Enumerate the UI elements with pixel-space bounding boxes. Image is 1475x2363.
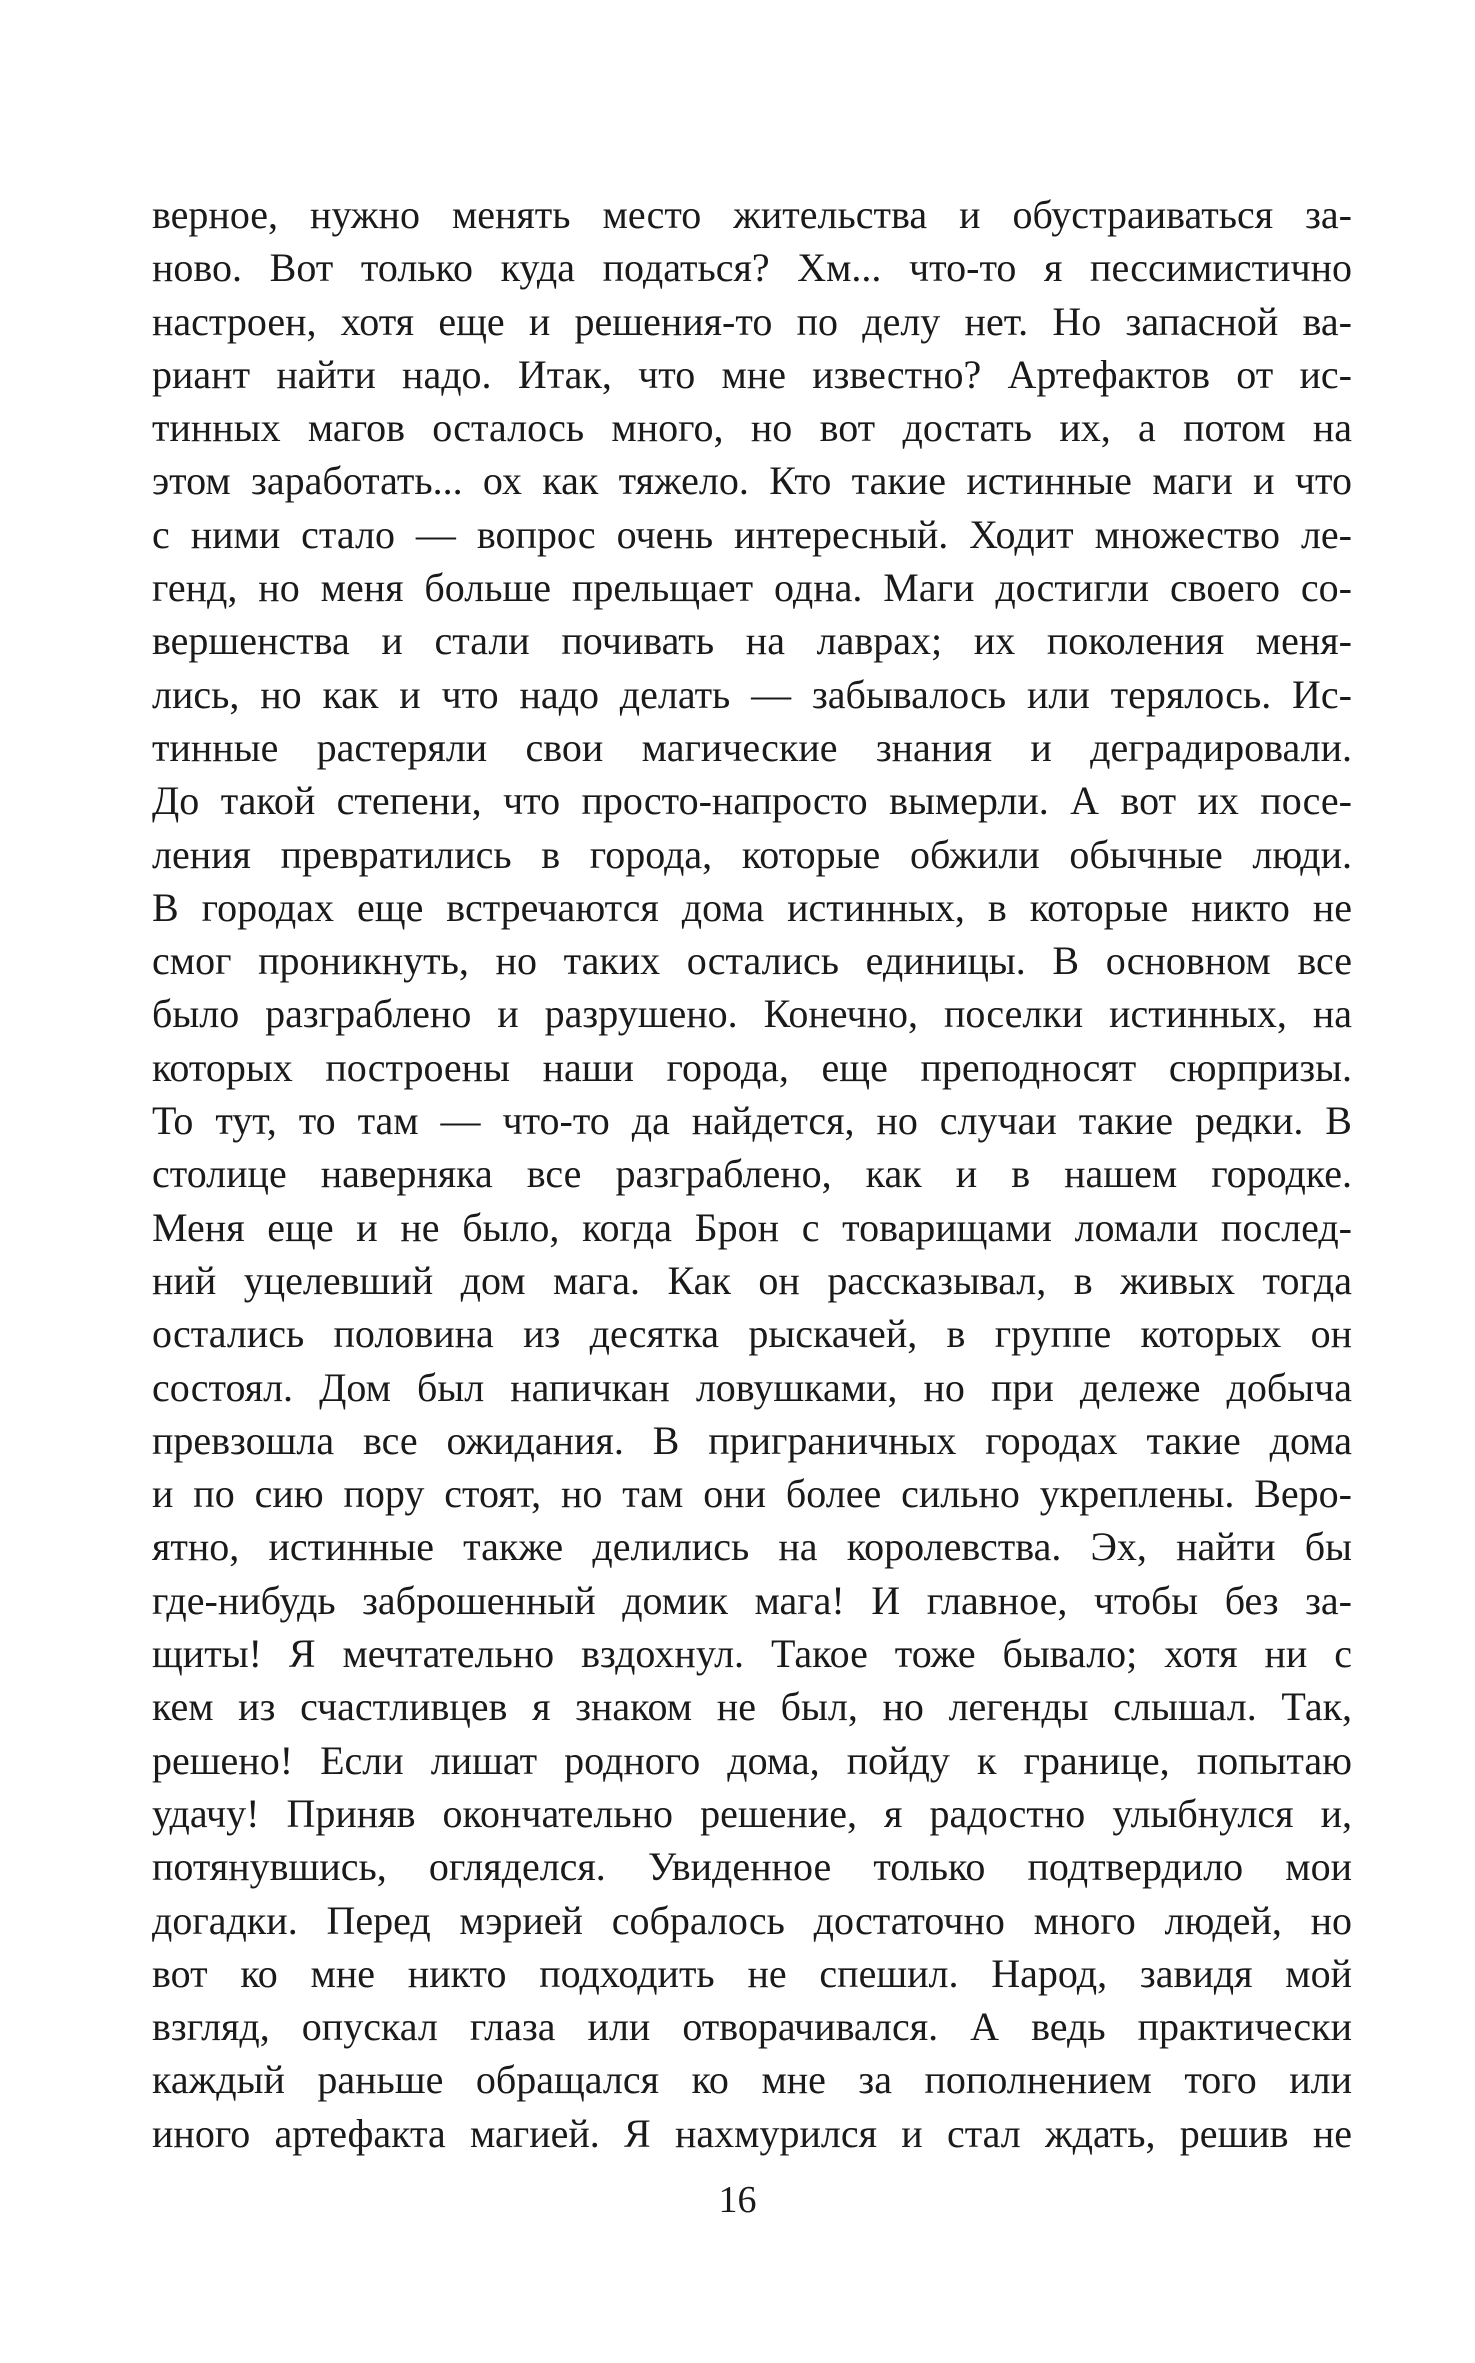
text-line: этом заработать... ох как тяжело. Кто такие истинные маги и что (152, 458, 1352, 504)
text-line: удачу! Приняв окончательно решение, я радостно улыбнулся и, (152, 1790, 1352, 1836)
text-line: Меня еще и не было, когда Брон с товарищами ломали послед- (152, 1204, 1352, 1250)
text-line: тинные растеряли свои магические знания и деградировали. (152, 724, 1352, 770)
text-line: которых построены наши города, еще преподносят сюрпризы. (152, 1044, 1352, 1090)
text-line: каждый раньше обращался ко мне за пополнением того или (152, 2057, 1352, 2103)
text-line: лись, но как и что надо делать — забывалось или терялось. Ис- (152, 671, 1352, 717)
text-line: остались половина из десятка рыскачей, в группе которых он (152, 1311, 1352, 1357)
text-line: кем из счастливцев я знаком не был, но легенды слышал. Так, (152, 1684, 1352, 1730)
text-line: генд, но меня больше прельщает одна. Маги достигли своего со- (152, 565, 1352, 611)
text-line: решено! Если лишат родного дома, пойду к границе, попытаю (152, 1737, 1352, 1783)
text-line: было разграблено и разрушено. Конечно, поселки истинных, на (152, 991, 1352, 1037)
body-text (152, 188, 1352, 2160)
text-line: с ними стало — вопрос очень интересный. Ходит множество ле- (152, 511, 1352, 557)
text-line: и по сию пору стоят, но там они более сильно укреплены. Веро- (152, 1471, 1352, 1517)
text-line: состоял. Дом был напичкан ловушками, но при дележе добыча (152, 1364, 1352, 1410)
text-line: вот ко мне никто подходить не спешил. Народ, завидя мой (152, 1950, 1352, 1996)
text-line: То тут, то там — что-то да найдется, но случаи такие редки. В (152, 1098, 1352, 1144)
text-line: превзошла все ожидания. В приграничных городах такие дома (152, 1417, 1352, 1463)
text-line: потянувшись, огляделся. Увиденное только подтвердило мои (152, 1844, 1352, 1890)
text-line: В городах еще встречаются дома истинных, в которые никто не (152, 884, 1352, 930)
text-line: До такой степени, что просто-напросто вымерли. А вот их посе- (152, 778, 1352, 824)
text-line: ний уцелевший дом мага. Как он рассказывал, в живых тогда (152, 1257, 1352, 1303)
text-line: тинных магов осталось много, но вот достать их, а потом на (152, 405, 1352, 451)
text-line: ятно, истинные также делились на королевства. Эх, найти бы (152, 1524, 1352, 1570)
text-line: щиты! Я мечтательно вздохнул. Такое тоже бывало; хотя ни с (152, 1631, 1352, 1677)
text-line: настроен, хотя еще и решения-то по делу нет. Но запасной ва- (152, 298, 1352, 344)
text-line: столице наверняка все разграблено, как и в нашем городке. (152, 1151, 1352, 1197)
text-line: догадки. Перед мэрией собралось достаточно много людей, но (152, 1897, 1352, 1943)
text-line: ления превратились в города, которые обжили обычные люди. (152, 831, 1352, 877)
text-line: взгляд, опускал глаза или отворачивался. А ведь практически (152, 2004, 1352, 2050)
text-line: смог проникнуть, но таких остались единицы. В основном все (152, 938, 1352, 984)
text-line: риант найти надо. Итак, что мне известно? Артефактов от ис- (152, 351, 1352, 397)
text-line: ново. Вот только куда податься? Хм... что-то я пессимистично (152, 245, 1352, 291)
text-line: иного артефакта магией. Я нахмурился и стал ждать, решив не (152, 2110, 1352, 2156)
text-line: где-нибудь заброшенный домик мага! И главное, чтобы без за- (152, 1577, 1352, 1623)
text-line: верное, нужно менять место жительства и обустраиваться за- (152, 192, 1352, 237)
text-line: вершенства и стали почивать на лаврах; их поколения меня- (152, 618, 1352, 664)
page-number: 16 (718, 2179, 757, 2221)
